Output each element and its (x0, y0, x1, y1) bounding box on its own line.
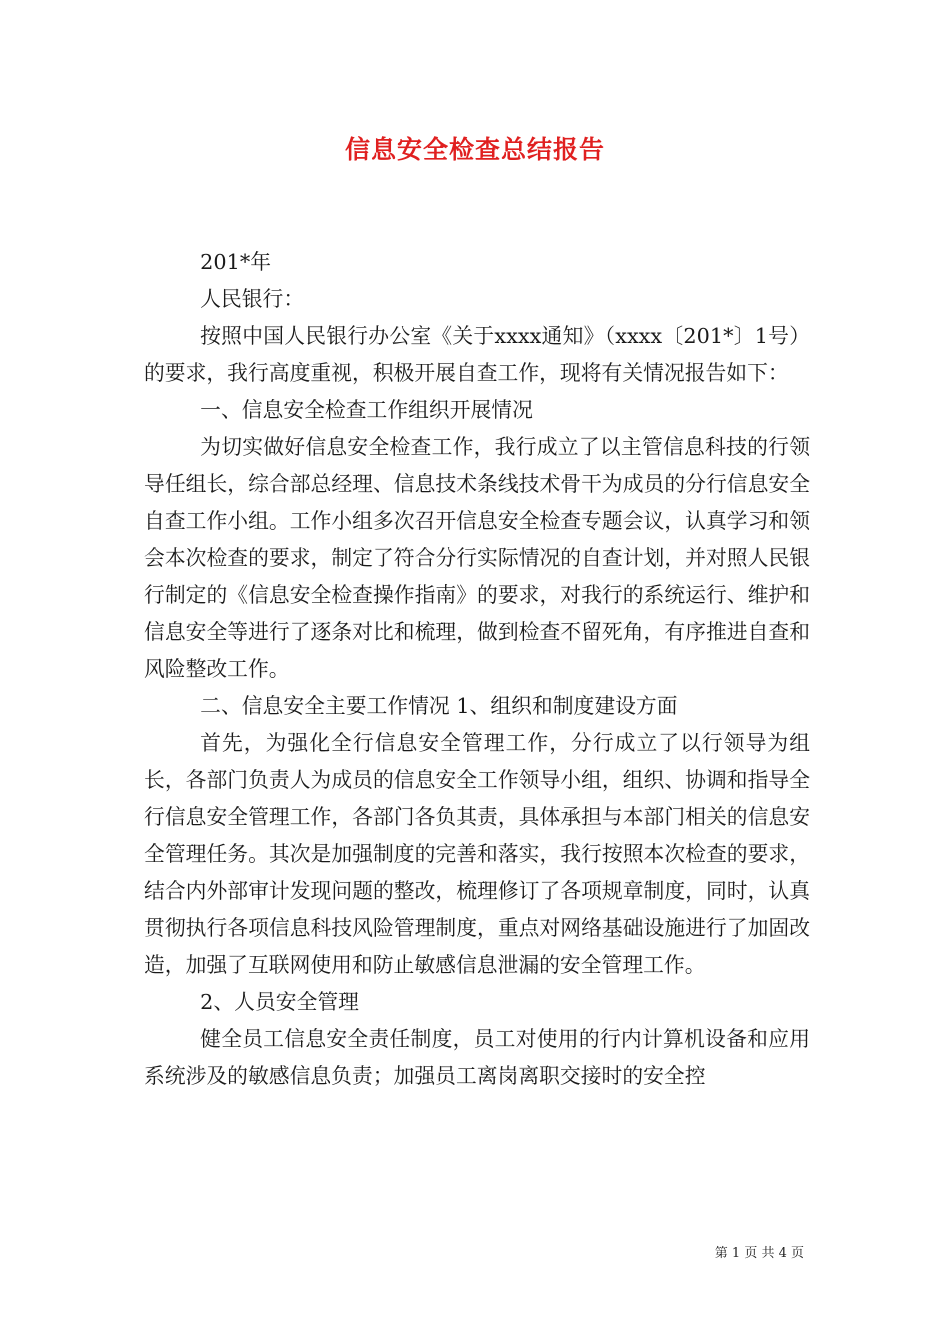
page-number-footer: 第 1 页 共 4 页 (714, 1246, 804, 1261)
section-heading-2: 二、信息安全主要工作情况 1、组织和制度建设方面 (200, 694, 678, 718)
document-title: 信息安全检查总结报告 (344, 135, 605, 164)
paragraph-section-2-1: 首先，为强化全行信息安全管理工作，分行成立了以行领导为组长，各部门负责人为成员的信息安全工作领导小组，组织、协调和指导全行信息安全管理工作，各部门各负其责，具体承担与本部门相关的信息安全管理任务。其次是加强制度的完善和落实，我行按照本次检查的要求，结合内外部审计发现问题的整改，梳理修订了各项规章制度，同时，认真贯彻执行各项信息科技风险管理制度，重点对网络基础设施进行了加固改造，加强了互联网使用和防止敏感信息泄漏的安全管理工作。 (144, 731, 810, 977)
subsection-heading-2-2: 2、人员安全管理 (200, 990, 359, 1014)
document-body (144, 244, 810, 1095)
salutation: 人民银行： (200, 287, 305, 311)
paragraph-section-2-2: 健全员工信息安全责任制度，员工对使用的行内计算机设备和应用系统涉及的敏感信息负责；加强员工离岗离职交接时的安全控 (144, 1027, 810, 1088)
date-line: 201*年 (200, 250, 272, 274)
paragraph-intro: 按照中国人民银行办公室《关于xxxx通知》（xxxx〔201*〕1号）的要求，我行高度重视，积极开展自查工作，现将有关情况报告如下： (144, 324, 810, 385)
paragraph-section-1: 为切实做好信息安全检查工作，我行成立了以主管信息科技的行领导任组长，综合部总经理、信息技术条线技术骨干为成员的分行信息安全自查工作小组。工作小组多次召开信息安全检查专题会议，认真学习和领会本次检查的要求，制定了符合分行实际情况的自查计划，并对照人民银行制定的《信息安全检查操作指南》的要求，对我行的系统运行、维护和信息安全等进行了逐条对比和梳理，做到检查不留死角，有序推进自查和风险整改工作。 (144, 435, 810, 681)
section-heading-1: 一、信息安全检查工作组织开展情况 (200, 398, 533, 422)
